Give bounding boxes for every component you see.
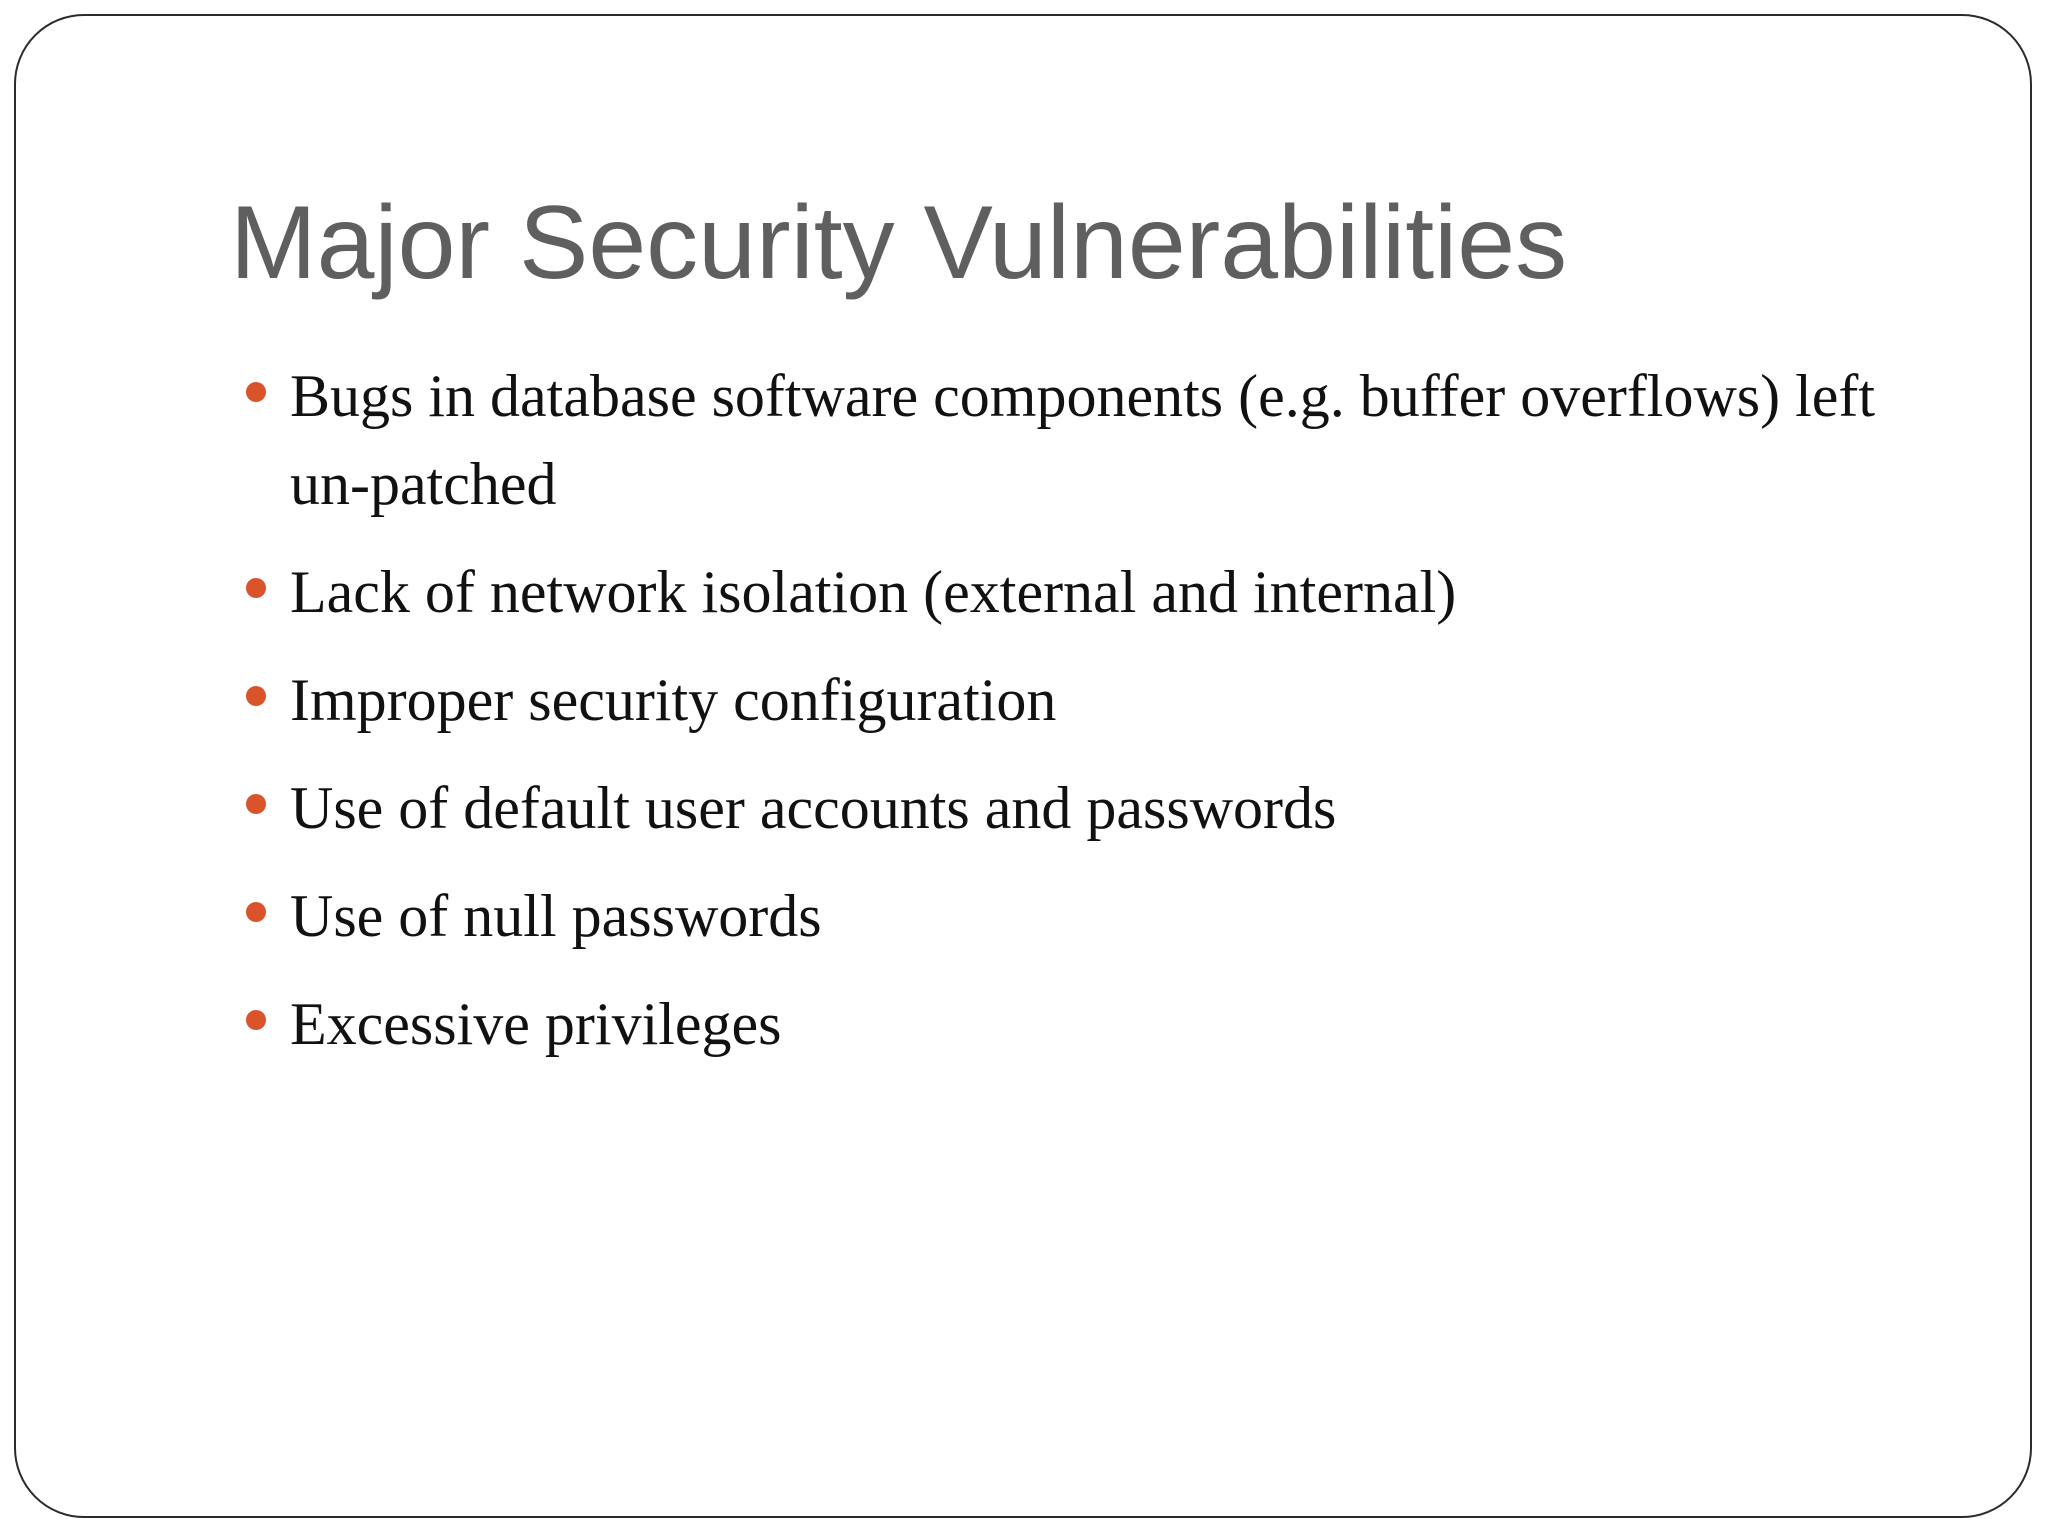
bullet-item <box>230 872 1970 960</box>
bullet-text: Use of default user accounts and passwords <box>290 775 1337 841</box>
bullet-text: Use of null passwords <box>290 883 822 949</box>
bullet-dot-icon <box>246 902 266 922</box>
slide <box>14 14 2032 1518</box>
bullet-text: Lack of network isolation (external and internal) <box>290 559 1457 625</box>
bullet-text: Bugs in database software components (e.g. buffer overflows) left un-patched <box>290 363 1876 517</box>
bullet-dot-icon <box>246 382 266 402</box>
bullet-dot-icon <box>246 578 266 598</box>
bullet-text: Excessive privileges <box>290 991 782 1057</box>
bullet-item <box>230 352 1970 528</box>
bullet-item <box>230 656 1970 744</box>
bullet-item <box>230 764 1970 852</box>
slide-title: Major Security Vulnerabilities <box>230 185 1568 301</box>
bullet-dot-icon <box>246 794 266 814</box>
bullet-text: Improper security configuration <box>290 667 1057 733</box>
bullet-dot-icon <box>246 1010 266 1030</box>
bullet-item <box>230 548 1970 636</box>
bullet-dot-icon <box>246 686 266 706</box>
bullet-item <box>230 980 1970 1068</box>
bullet-list <box>230 352 1970 1088</box>
